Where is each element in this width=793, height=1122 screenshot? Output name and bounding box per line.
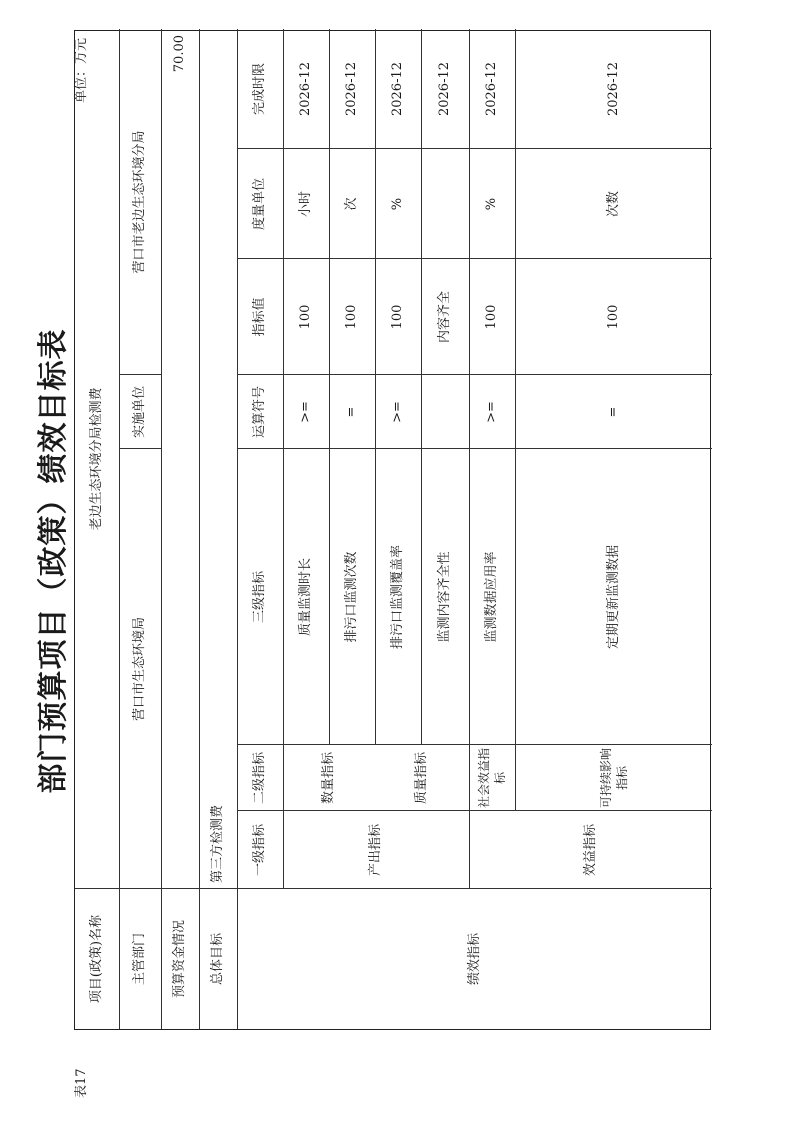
project-name-value: 老边生态环境分局检测费 xyxy=(89,387,104,531)
cell-level3: 质量监测时长 xyxy=(298,558,313,637)
cell-level3: 排污口监测次数 xyxy=(344,551,359,643)
level1-output: 产出指标 xyxy=(368,824,383,877)
cell-deadline: 2026-12 xyxy=(437,61,452,117)
level1-effect: 效益指标 xyxy=(582,824,598,877)
cell-target-value: 100 xyxy=(298,304,313,330)
goal-value: 第三方检测费 xyxy=(210,804,225,883)
cell-target-value: 100 xyxy=(484,304,499,330)
cell-measure-unit: 次数 xyxy=(605,191,621,218)
cell-level3: 监测内容齐全性 xyxy=(437,551,452,643)
header-deadline: 完成时限 xyxy=(252,63,267,116)
level2-sustain: 可持续影响指标 xyxy=(598,748,629,809)
header-measure-unit: 度量单位 xyxy=(252,178,267,231)
level2-quantity: 数量指标 xyxy=(321,752,336,805)
level2-social: 社会效益指标 xyxy=(477,748,507,809)
header-level1: 一级指标 xyxy=(252,824,267,877)
cell-target-value: 100 xyxy=(390,304,405,330)
cell-deadline: 2026-12 xyxy=(484,61,499,117)
impl-unit-value: 营口市老边生态环境分局 xyxy=(132,130,147,274)
cell-deadline: 2026-12 xyxy=(605,61,621,117)
table-number: 表17 xyxy=(74,1068,89,1098)
impl-unit-label: 实施单位 xyxy=(132,386,147,439)
cell-level3: 监测数据应用率 xyxy=(484,551,499,643)
header-operator: 运算符号 xyxy=(252,386,267,439)
page-title: 部门预算项目（政策）绩效目标表 xyxy=(36,328,71,794)
level2-quality: 质量指标 xyxy=(414,752,429,805)
cell-level3: 排污口监测覆盖率 xyxy=(390,545,405,650)
cell-measure-unit xyxy=(421,149,469,259)
cell-operator: >= xyxy=(298,401,313,423)
cell-operator: >= xyxy=(390,401,405,423)
project-name-label: 项目(政策)名称 xyxy=(89,914,104,1004)
budget-label: 预算资金情况 xyxy=(172,920,187,999)
header-level3: 三级指标 xyxy=(252,571,267,624)
goal-label: 总体目标 xyxy=(210,933,225,986)
cell-operator: >= xyxy=(484,401,499,423)
cell-deadline: 2026-12 xyxy=(298,61,313,117)
dept-label: 主管部门 xyxy=(132,933,147,986)
perf-indicator-label: 绩效指标 xyxy=(466,933,482,986)
cell-operator: = xyxy=(605,406,621,418)
cell-target-value: 100 xyxy=(344,304,359,330)
cell-level3: 定期更新监测数据 xyxy=(605,545,621,650)
cell-deadline: 2026-12 xyxy=(344,61,359,117)
cell-measure-unit: % xyxy=(390,197,405,211)
header-level2: 二级指标 xyxy=(252,752,267,805)
cell-target-value: 100 xyxy=(605,304,621,330)
cell-measure-unit: % xyxy=(484,197,499,211)
cell-target-value: 内容齐全 xyxy=(437,291,452,344)
cell-operator: = xyxy=(344,406,359,418)
dept-value: 营口市生态环境局 xyxy=(132,617,147,722)
cell-measure-unit: 小时 xyxy=(298,191,313,218)
cell-operator xyxy=(421,375,469,449)
header-target-value: 指标值 xyxy=(252,297,267,337)
cell-measure-unit: 次 xyxy=(344,197,359,211)
cell-deadline: 2026-12 xyxy=(390,61,405,117)
budget-value: 70.00 xyxy=(172,35,187,73)
performance-table xyxy=(74,30,711,1030)
unit-label: 单位：万元 xyxy=(74,38,89,104)
